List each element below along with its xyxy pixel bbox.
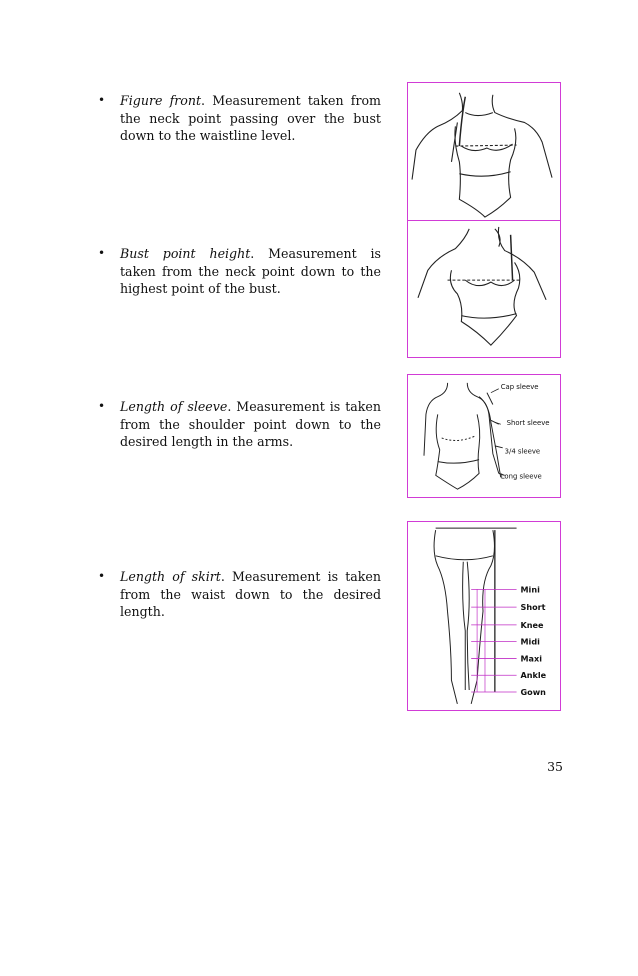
skirt-length-illustration [407, 521, 561, 711]
skirt-label-maxi: Maxi [520, 653, 543, 664]
item-description: . Measurement taken from the neck point passing over the bust down to the waistline level. [120, 93, 381, 143]
item-text [120, 568, 381, 621]
sleeve-label-long: Long sleeve [500, 472, 542, 481]
list-item-bust-point-height [98, 245, 381, 298]
sleeve-sketch-icon [408, 375, 560, 497]
list-item-length-of-skirt [98, 568, 381, 621]
item-term: Figure front [120, 93, 202, 108]
bullet: • [98, 246, 106, 260]
sleeve-label-short: Short sleeve [506, 419, 550, 428]
item-description: . Measurement is taken from the shoulder point down to the desired length in the arms. [120, 399, 381, 449]
item-term: Length of sleeve [120, 399, 228, 414]
skirt-label-midi: Midi [520, 636, 540, 647]
item-description: . Measurement is taken from the waist down to the desired length. [120, 569, 381, 619]
sleeve-length-illustration [407, 374, 561, 498]
figure-front-illustration [407, 82, 561, 222]
sleeve-label-cap: Cap sleeve [500, 382, 539, 391]
item-description: . Measurement is taken from the neck point down to the highest point of the bust. [120, 246, 381, 296]
torso-sketch-icon [408, 221, 560, 357]
legs-sketch-icon [408, 522, 560, 710]
item-text [120, 245, 381, 298]
bullet: • [98, 569, 106, 583]
bust-point-height-illustration [407, 220, 561, 358]
bullet: • [98, 399, 106, 413]
item-term: Bust point height [120, 246, 251, 261]
skirt-label-knee: Knee [520, 619, 544, 630]
item-term: Length of skirt [120, 569, 221, 584]
list-item-figure-front [98, 92, 381, 145]
page-number: 35 [547, 759, 563, 774]
skirt-label-ankle: Ankle [520, 670, 547, 681]
bullet: • [98, 93, 106, 107]
skirt-label-short: Short [520, 602, 546, 613]
skirt-label-gown: Gown [520, 686, 546, 697]
list-item-length-of-sleeve [98, 398, 381, 451]
torso-sketch-icon [408, 83, 560, 221]
skirt-label-mini: Mini [520, 584, 540, 595]
item-text [120, 398, 381, 451]
sleeve-label-three-quarter: 3/4 sleeve [504, 447, 541, 456]
item-text [120, 92, 381, 145]
